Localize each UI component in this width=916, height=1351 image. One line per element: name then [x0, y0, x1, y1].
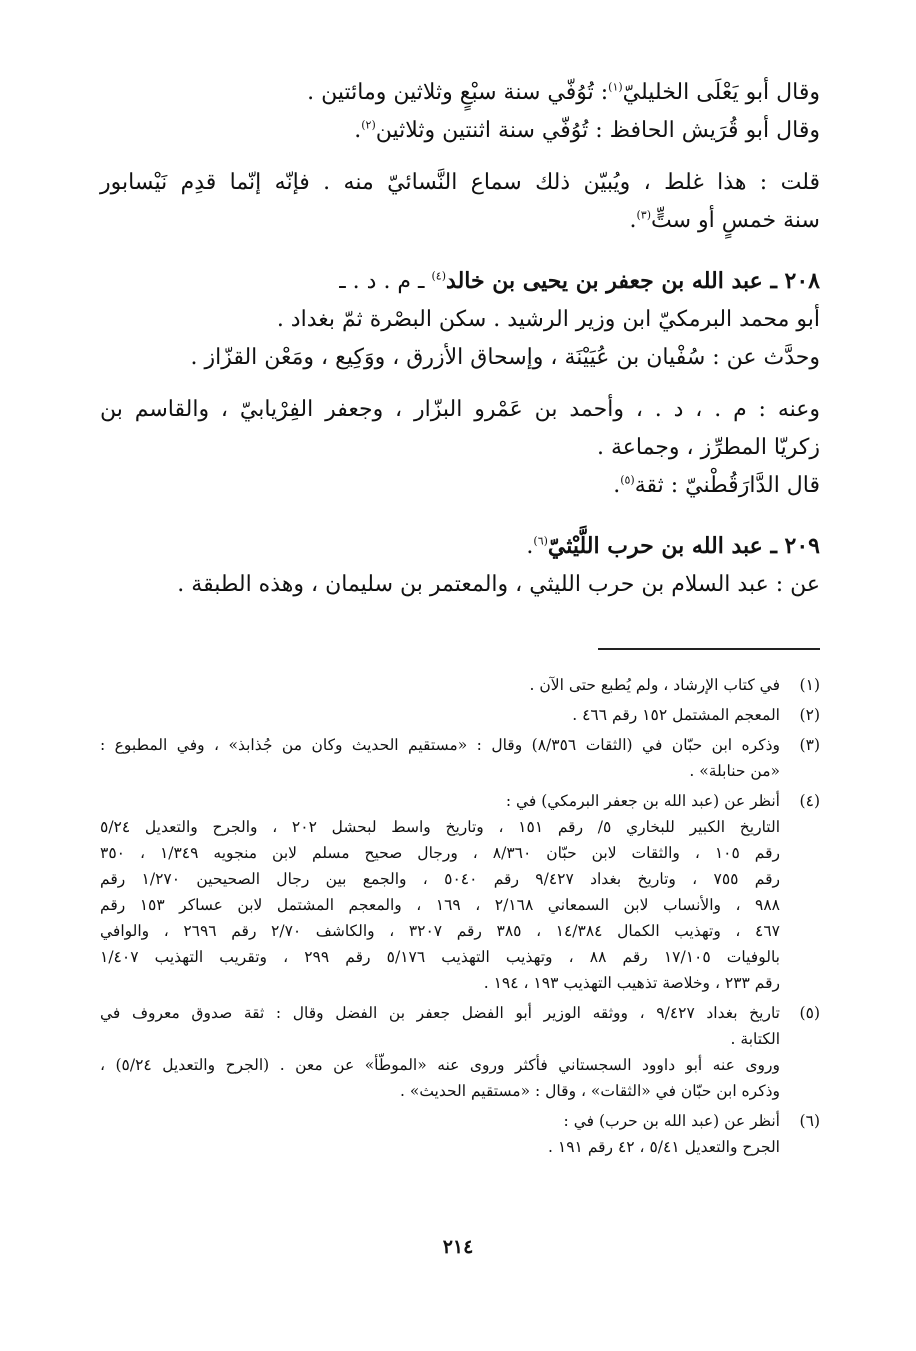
text-line-10	[100, 467, 820, 505]
footnote-line: وذكره ابن حبّان في (الثقات ٨/٣٥٦) وقال : «مستقيم الحديث وكان من جُذابذ» ، وفي المطبوع :	[100, 736, 780, 754]
footnote-1	[100, 672, 820, 698]
footnote-ref: (٦)	[533, 534, 548, 548]
footnote-3	[100, 732, 820, 784]
text-line-9: زكريّا المطرِّز ، وجماعة .	[596, 435, 820, 460]
footnote-number: (٢)	[799, 706, 820, 724]
footnote-ref: (٥)	[620, 473, 635, 487]
footnote-body	[100, 1000, 780, 1104]
footnote-number: (٦)	[799, 1112, 820, 1130]
footnote-line: بالوفيات ١٧/١٠٥ رقم ٨٨ ، وتهذيب التهذيب ٥/١٧٦ رقم ٢٩٩ ، وتقريب التهذيب ١/٤٠٧	[100, 948, 780, 966]
footnote-line: وروى عنه أبو داوود السجستاني فأكثر وروى عنه «الموطّأ» عن معن . (الجرح والتعديل ٥/٢٤) ،	[100, 1056, 780, 1074]
footnote-ref: (١)	[608, 80, 623, 94]
footnote-number: (٥)	[799, 1004, 820, 1022]
text-span: قال الدَّارَقُطْنيّ : ثقة	[634, 473, 820, 498]
text-span: .	[629, 208, 637, 233]
footnote-line: وذكره ابن حبّان في «الثقات» ، وقال : «مستقيم الحديث» .	[400, 1082, 780, 1100]
entry-208-heading	[100, 262, 820, 301]
text-span: .	[354, 118, 362, 143]
footnote-line: في كتاب الإرشاد ، ولم يُطبع حتى الآن .	[529, 676, 780, 694]
text-span: .	[526, 534, 534, 559]
main-text	[100, 74, 820, 604]
text-line-8: وعنه : م . ، د . ، وأحمد بن عَمْرو البزّار ، وجعفر الفِرْيابيّ ، والقاسم بن	[100, 397, 820, 422]
entry-title: ٢٠٨ ـ عبد الله بن جعفر بن يحيى بن خالد	[446, 268, 820, 294]
footnotes	[100, 672, 820, 1164]
text-line-12: عن : عبد السلام بن حرب الليثي ، والمعتمر بن سليمان ، وهذه الطبقة .	[177, 572, 820, 597]
text-span: وقال أبو يَعْلَى الخليليّ	[622, 80, 820, 105]
text-line-7: وحدَّث عن : سُفْيان بن عُيَيْنَة ، وإسحاق الأزرق ، ووَكِيع ، ومَعْن القزّاز .	[190, 345, 820, 370]
footnote-line: أنظر عن (عبد الله بن حرب) في :	[563, 1112, 780, 1130]
footnote-line: رقم ٧٥٥ ، وتاريخ بغداد ٩/٤٢٧ رقم ٥٠٤٠ ، والجمع بين رجال الصحيحين ١/٢٧٠ رقم	[100, 870, 781, 888]
text-span: .	[613, 473, 621, 498]
footnote-line: رقم ٢٣٣ ، وخلاصة تذهيب التهذيب ١٩٣ ، ١٩٤ .	[483, 974, 780, 992]
text-line-1	[100, 74, 820, 112]
footnote-body	[100, 1108, 780, 1160]
footnote-body	[100, 702, 780, 728]
footnote-number: (١)	[799, 676, 820, 694]
text-span: : تُوُفّي سنة سبْعٍ وثلاثين ومائتين .	[307, 80, 609, 105]
footnote-body	[100, 732, 780, 784]
text-span: سنة خمسٍ أو ستٍّ	[651, 208, 820, 233]
footnote-5	[100, 1000, 820, 1104]
footnote-line: ٤٦٧ ، وتهذيب الكمال ١٤/٣٨٤ ، ٣٨٥ رقم ٣٢٠٧ ، والكاشف ٢/٧٠ رقم ٢٦٩٦ ، والوافي	[100, 922, 780, 940]
footnote-line: أنظر عن (عبد الله بن جعفر البرمكي) في :	[505, 792, 780, 810]
footnote-number: (٣)	[799, 736, 820, 754]
entry-209-heading	[100, 527, 820, 566]
footnote-line: الجرح والتعديل ٥/٤١ ، ٤٢ رقم ١٩١ .	[548, 1138, 780, 1156]
footnote-line: رقم ١٠٥ ، والثقات لابن حبّان ٨/٣٦٠ ، ورجال صحيح مسلم لابن منجويه ١/٣٤٩ ، ٣٥٠	[100, 844, 781, 862]
footnote-line: «من حنابلة» .	[689, 762, 780, 780]
page-number: ٢١٤	[442, 1236, 474, 1258]
footnote-ref: (٢)	[361, 118, 376, 132]
footnote-ref: (٤)	[431, 269, 447, 283]
text-line-4	[100, 202, 820, 240]
footnote-line: تاريخ بغداد ٩/٤٢٧ ، ووثقه الوزير أبو الفضل جعفر بن الفضل وقال : ثقة صدوق معروف في	[100, 1004, 780, 1022]
footnote-4	[100, 788, 820, 996]
footnote-divider	[598, 648, 820, 650]
text-line-6: أبو محمد البرمكيّ ابن وزير الرشيد . سكن البصْرة ثمّ بغداد .	[276, 307, 820, 332]
footnote-line: ٩٨٨ ، والأنساب لابن السمعاني ٢/١٦٨ ، ١٦٩ ، والمعجم المشتمل لابن عساكر ١٥٣ رقم	[100, 896, 781, 914]
text-line-2	[100, 112, 820, 150]
entry-tags: ـ م . د . ـ	[339, 269, 425, 294]
text-span: وقال أبو قُرَيش الحافظ : تُوُفّي سنة اثنتين وثلاثين	[375, 118, 820, 143]
footnote-ref: (٣)	[636, 208, 651, 222]
footnote-line: الكتابة .	[730, 1030, 780, 1048]
footnote-2	[100, 702, 820, 728]
footnote-6	[100, 1108, 820, 1160]
footnote-body	[100, 672, 780, 698]
footnote-line: المعجم المشتمل ١٥٢ رقم ٤٦٦ .	[572, 706, 780, 724]
footnote-number: (٤)	[799, 792, 820, 810]
text-line-3: قلت : هذا غلط ، ويُبيّن ذلك سماع النَّسائيّ منه . فإنّه إنّما قدِم نَيْسابور	[100, 170, 820, 195]
entry-title: ٢٠٩ ـ عبد الله بن حرب اللَّيْثيّ	[547, 533, 820, 559]
footnote-line: التاريخ الكبير للبخاري ٥/ رقم ١٥١ ، وتاريخ واسط لبحشل ٢٠٢ ، والجرح والتعديل ٥/٢٤	[100, 818, 780, 836]
footnote-body	[100, 788, 780, 996]
